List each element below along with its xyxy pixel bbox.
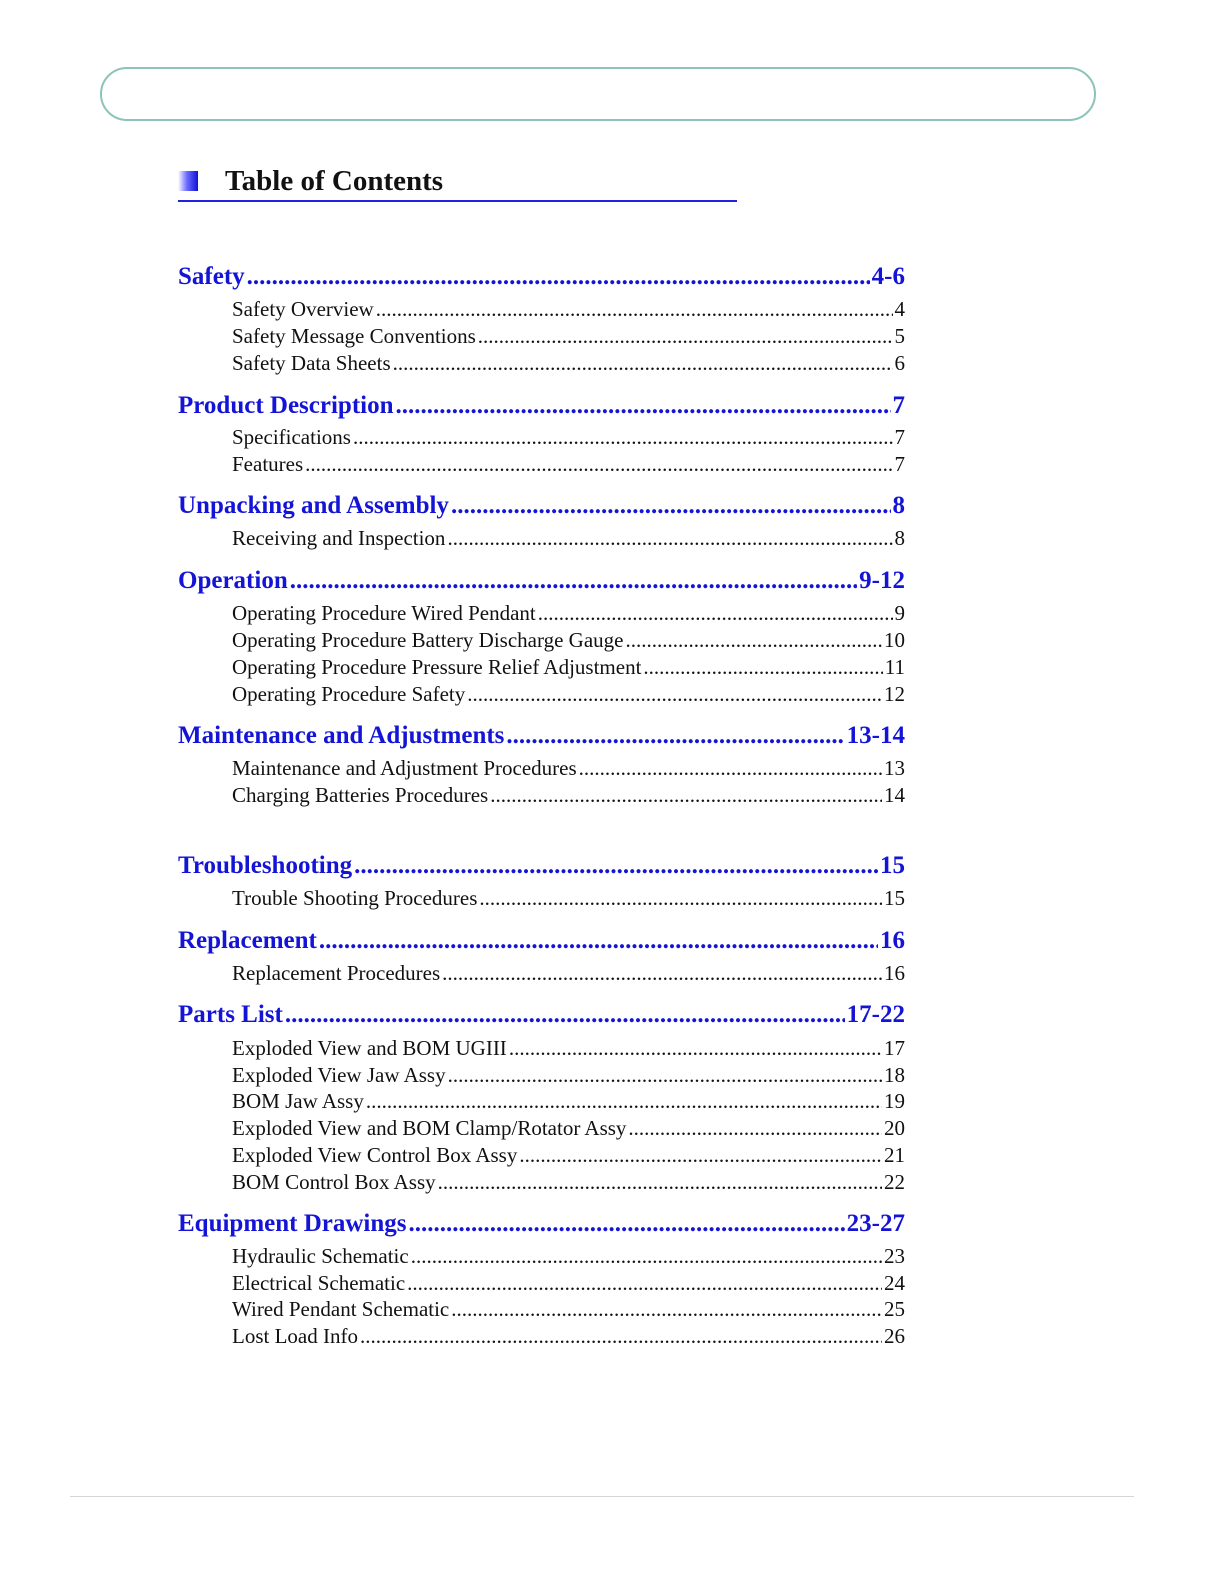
toc-leader — [247, 263, 870, 291]
toc-item[interactable] — [232, 756, 905, 781]
toc-leader — [319, 927, 878, 955]
toc-leader — [451, 1297, 882, 1322]
toc-item-title: Safety Message Conventions — [232, 324, 476, 348]
toc-item-title: Receiving and Inspection — [232, 526, 446, 550]
toc-page-number: 4 — [894, 297, 905, 321]
toc-page-number: 16 — [884, 961, 905, 985]
toc-item[interactable] — [232, 1297, 905, 1322]
toc-page-number: 4-6 — [871, 263, 905, 290]
toc-section-title: Parts List — [178, 1001, 283, 1028]
toc-section-safety[interactable] — [178, 263, 905, 291]
toc-item-title: Exploded View Control Box Assy — [232, 1143, 518, 1167]
toc-leader — [506, 722, 844, 750]
toc-leader — [360, 1324, 882, 1349]
toc-leader — [376, 297, 893, 322]
toc-item-title: Features — [232, 452, 304, 476]
toc-leader — [467, 682, 882, 707]
toc-page-number: 13 — [884, 756, 905, 780]
toc-item[interactable] — [232, 351, 905, 376]
toc-section-parts-list[interactable] — [178, 1001, 905, 1029]
toc-item-title: Replacement Procedures — [232, 961, 441, 985]
toc-page-number: 17-22 — [846, 1001, 905, 1028]
toc-page-number: 12 — [884, 682, 905, 706]
toc-leader — [353, 425, 893, 450]
toc-page-number: 7 — [894, 452, 905, 476]
toc-item[interactable] — [232, 297, 905, 322]
toc-page-number: 23 — [884, 1244, 905, 1268]
toc-item[interactable] — [232, 1170, 905, 1195]
toc-section-title: Unpacking and Assembly — [178, 492, 449, 519]
toc-item[interactable] — [232, 1116, 905, 1141]
toc-page-number: 16 — [880, 927, 905, 954]
toc-item[interactable] — [232, 1036, 905, 1061]
toc-item[interactable] — [232, 1143, 905, 1168]
toc-leader — [490, 783, 882, 808]
toc-section-title: Operation — [178, 567, 288, 594]
toc-page-number: 6 — [894, 351, 905, 375]
toc-page-number: 8 — [894, 526, 905, 550]
toc-item[interactable] — [232, 783, 905, 808]
toc-leader — [407, 1271, 882, 1296]
toc-page-number: 17 — [884, 1036, 905, 1060]
toc-item-title: Maintenance and Adjustment Procedures — [232, 756, 577, 780]
toc-item[interactable] — [232, 526, 905, 551]
toc-leader — [285, 1001, 845, 1029]
toc-section-title: Product Description — [178, 392, 394, 419]
toc-page-number: 18 — [884, 1063, 905, 1087]
toc-leader — [579, 756, 882, 781]
toc-item-title: Lost Load Info — [232, 1324, 358, 1348]
toc-item[interactable] — [232, 1089, 905, 1114]
toc-item-title: Hydraulic Schematic — [232, 1244, 409, 1268]
page-title: Table of Contents — [225, 165, 444, 197]
heading-square-icon — [178, 171, 198, 191]
toc-leader — [396, 392, 891, 420]
toc-item-title: Exploded View and BOM Clamp/Rotator Assy — [232, 1116, 627, 1140]
toc-leader — [290, 567, 857, 595]
toc-item-title: Exploded View and BOM UGIII — [232, 1036, 507, 1060]
toc-page-number: 9-12 — [859, 567, 905, 594]
toc-item-title: Safety Data Sheets — [232, 351, 391, 375]
toc-section-operation[interactable] — [178, 567, 905, 595]
toc-section-title: Equipment Drawings — [178, 1210, 407, 1237]
toc-leader — [438, 1170, 882, 1195]
toc-item[interactable] — [232, 452, 905, 477]
toc-section-title: Replacement — [178, 927, 317, 954]
header-frame — [100, 67, 1096, 121]
toc-item[interactable] — [232, 601, 905, 626]
toc-item[interactable] — [232, 1063, 905, 1088]
toc-leader — [409, 1210, 845, 1238]
toc-item-title: Exploded View Jaw Assy — [232, 1063, 446, 1087]
toc-leader — [393, 351, 893, 376]
toc-item[interactable] — [232, 628, 905, 653]
toc-page-number: 25 — [884, 1297, 905, 1321]
toc-item-title: Operating Procedure Safety — [232, 682, 466, 706]
toc-page-number: 21 — [884, 1143, 905, 1167]
toc-page-number: 26 — [884, 1324, 905, 1348]
toc-section-replacement[interactable] — [178, 927, 905, 955]
toc-leader — [509, 1036, 882, 1061]
toc-leader — [448, 1063, 882, 1088]
toc-item[interactable] — [232, 1324, 905, 1349]
toc-leader — [628, 1116, 882, 1141]
toc-item-title: BOM Control Box Assy — [232, 1170, 436, 1194]
toc-section-maintenance-and-adjustments[interactable] — [178, 722, 905, 750]
toc-section-equipment-drawings[interactable] — [178, 1210, 905, 1238]
toc-item[interactable] — [232, 886, 905, 911]
toc-page-number: 23-27 — [846, 1210, 905, 1237]
toc-page-number: 9 — [894, 601, 905, 625]
toc-page-number: 24 — [884, 1271, 905, 1295]
toc-leader — [305, 452, 892, 477]
toc-page-number: 15 — [880, 852, 905, 879]
toc-leader — [411, 1244, 882, 1269]
toc-leader — [366, 1089, 882, 1114]
toc-page-number: 15 — [884, 886, 905, 910]
toc-page-number: 20 — [884, 1116, 905, 1140]
toc-item-title: Operating Procedure Wired Pendant — [232, 601, 536, 625]
toc-section-title: Maintenance and Adjustments — [178, 722, 505, 749]
toc-item[interactable] — [232, 1244, 905, 1269]
toc-heading — [178, 160, 737, 202]
toc-section-product-description[interactable] — [178, 392, 905, 420]
toc-item[interactable] — [232, 425, 905, 450]
toc-item-title: BOM Jaw Assy — [232, 1089, 364, 1113]
toc-item[interactable] — [232, 682, 905, 707]
toc-leader — [479, 886, 882, 911]
toc-page-number: 8 — [892, 492, 905, 519]
toc-leader — [519, 1143, 882, 1168]
toc-section-unpacking-and-assembly[interactable] — [178, 492, 905, 520]
toc-page-number: 13-14 — [846, 722, 905, 749]
toc-item[interactable] — [232, 961, 905, 986]
toc-leader — [538, 601, 893, 626]
toc-page-number: 11 — [884, 655, 905, 679]
toc-leader — [643, 655, 882, 680]
toc-item[interactable] — [232, 324, 905, 349]
toc-section-title: Troubleshooting — [178, 852, 353, 879]
toc-item[interactable] — [232, 655, 905, 680]
toc-item-title: Charging Batteries Procedures — [232, 783, 489, 807]
toc-item-title: Operating Procedure Battery Discharge Gauge — [232, 628, 624, 652]
toc-leader — [354, 852, 878, 880]
toc-item-title: Trouble Shooting Procedures — [232, 886, 478, 910]
toc-page-number: 10 — [884, 628, 905, 652]
toc-leader — [478, 324, 893, 349]
toc-page-number: 19 — [884, 1089, 905, 1113]
footer-rule — [70, 1496, 1134, 1497]
toc-page-number: 14 — [884, 783, 905, 807]
toc-leader — [447, 526, 892, 551]
toc-item-title: Wired Pendant Schematic — [232, 1297, 450, 1321]
toc-item-title: Electrical Schematic — [232, 1271, 406, 1295]
toc-section-troubleshooting[interactable] — [178, 852, 905, 880]
toc-page-number: 7 — [894, 425, 905, 449]
toc-leader — [451, 492, 891, 520]
toc-item-title: Specifications — [232, 425, 351, 449]
toc-section-title: Safety — [178, 263, 245, 290]
toc-page-number: 22 — [884, 1170, 905, 1194]
toc-item-title: Operating Procedure Pressure Relief Adjustment — [232, 655, 642, 679]
toc-item[interactable] — [232, 1271, 905, 1296]
toc-page-number: 7 — [892, 392, 905, 419]
toc-page-number: 5 — [894, 324, 905, 348]
toc-leader — [442, 961, 882, 986]
toc-item-title: Safety Overview — [232, 297, 374, 321]
toc-leader — [625, 628, 882, 653]
